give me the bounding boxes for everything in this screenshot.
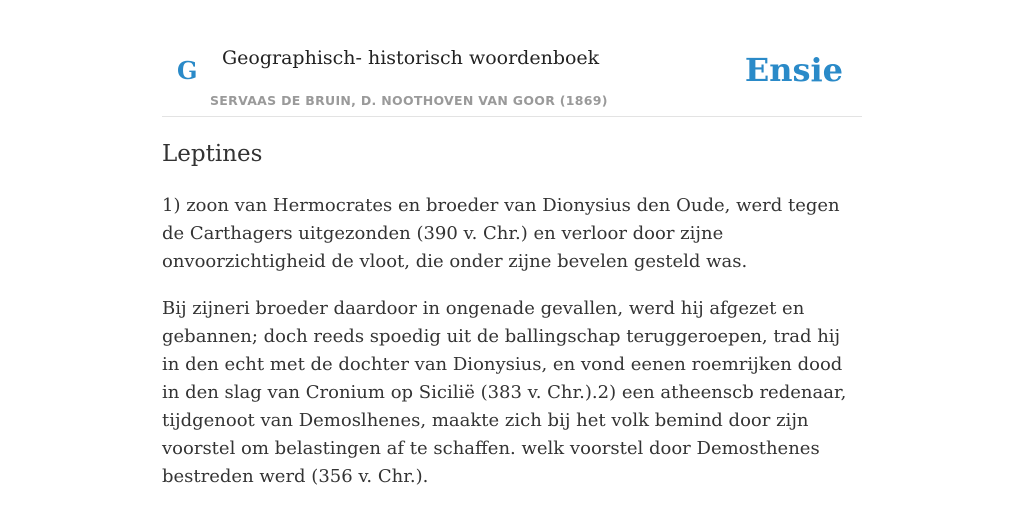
ensie-logo-link[interactable]: Ensie <box>744 51 843 89</box>
entry-paragraph: Bij zijneri broeder daardoor in ongenade gevallen, werd hij afgezet en gebannen; doch reeds spoedig uit de ballingschap teruggeroepen, trad hij in den echt met de dochter van Dionysius, en vond eenen roemrijken dood in den slag van Cronium op Sicilië (383 v. Chr.).2) een atheenscb redenaar, tijdgenoot van Demoslhenes, maakte zich bij het volk bemind door zijn voorstel om belastingen af te schaffen. welk voorstel door Demosthenes bestreden werd (356 v. Chr.). <box>162 298 847 487</box>
book-letter-logo[interactable]: G <box>177 56 198 85</box>
page <box>162 0 862 487</box>
entry-paragraph: 1) zoon van Hermocrates en broeder van Dionysius den Oude, werd tegen de Carthagers uitgezonden (390 v. Chr.) en verloor door zijne onvoorzichtigheid de vloot, die onder zijne bevelen gesteld was. <box>162 195 840 272</box>
book-title[interactable]: Geographisch- historisch woordenboek <box>222 47 600 69</box>
book-author: SERVAAS DE BRUIN, D. NOOTHOVEN VAN GOOR (1869) <box>210 93 608 108</box>
entry-title: Leptines <box>162 141 263 167</box>
entry-body <box>162 192 862 510</box>
book-header <box>162 0 862 117</box>
